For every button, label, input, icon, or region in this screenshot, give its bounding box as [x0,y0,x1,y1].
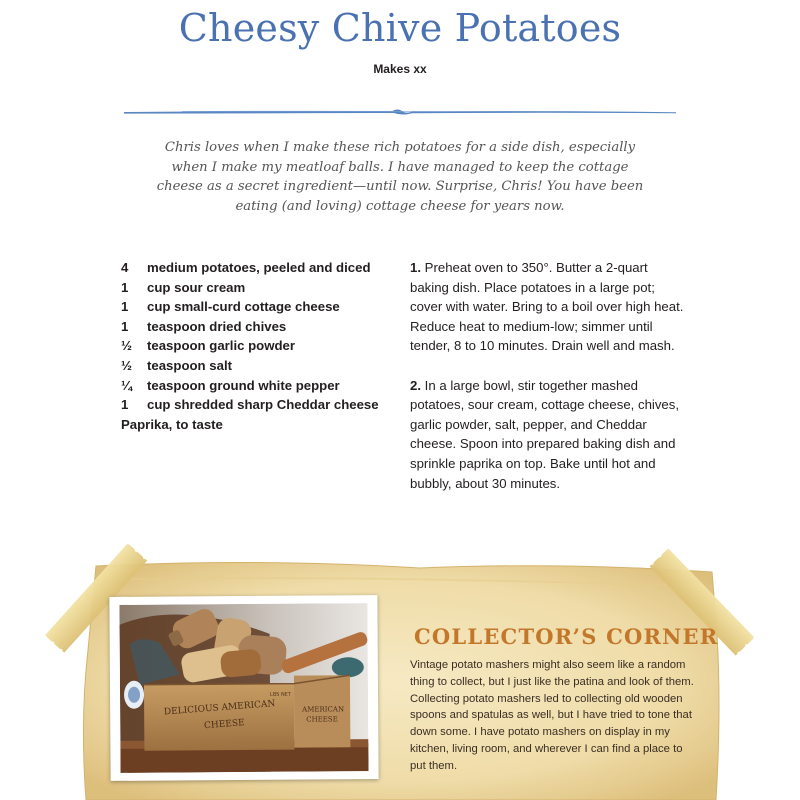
cheese-box-net: LBS NET [270,691,291,698]
ingredient-list [121,258,391,434]
cheese-box-label-2: CHEESE [203,718,246,732]
ingredient-item [121,376,391,396]
collectors-corner-text: Vintage potato mashers might also seem like a random thing to collect, but I just like the patina and look of them. Collecting potato mashers led to collecting old wooden spoons and spatulas as well, but I have tried to tone that down some. I have potato mashers on display in my kitchen, living room, and wherever I can find a place to put them. [410,659,694,772]
cheese-box-side-1: AMERICAN [302,705,345,714]
ingredient-item [121,395,391,415]
ingredient-qty: 1 [121,299,129,315]
collectors-corner-heading: COLLECTOR’S CORNER [414,624,719,649]
ingredient-qty: ½ [121,357,132,373]
step-number: 2. [410,377,421,393]
ingredient-qty: 1 [121,279,129,295]
ingredient-name: teaspoon dried chives [147,318,287,334]
step-text: In a large bowl, stir together mashed potatoes, sour cream, cottage cheese, chives, garlic powder, salt, pepper, and Cheddar cheese. Spoon into prepared baking dish and sprinkle paprika on top. Bake until hot and bubbly, about 30 minutes. [410,377,680,491]
cheese-box-side-2: CHEESE [306,715,338,724]
recipe-steps [410,258,685,513]
ingredient-qty: 4 [121,260,129,275]
ingredient-name: Paprika, to taste [121,416,223,432]
cheese-box-label-1: DELICIOUS AMERICAN [163,699,276,718]
ingredient-name: cup small-curd cottage cheese [147,299,340,315]
ingredient-name: cup shredded sharp Cheddar cheese [147,397,379,413]
recipe-title: Cheesy Chive Potatoes [178,6,622,50]
ingredient-item [121,356,391,376]
potato-masher-photo [109,595,378,781]
recipe-intro: Chris loves when I make these rich potatoes for a side dish, especially when I make my meatloaf balls. I have managed to keep the cottage cheese as a secret ingredient—until now. Surprise, Chris! You have been eating (and loving) cottage cheese for years now. [156,140,644,215]
step-text: Preheat oven to 350°. Butter a 2-quart baking dish. Place potatoes in a large pot; cover with water. Bring to a boil over high heat. Reduce heat to medium-low; simmer until tender, 8 to 10 minutes. Drain well and mash. [410,260,684,354]
step-2 [410,376,685,494]
ingredient-qty: ¼ [121,377,132,393]
step-1 [410,258,685,356]
ingredient-item [121,336,391,356]
ingredient-name: cup sour cream [147,279,246,295]
ingredient-qty: 1 [121,397,129,413]
ingredient-name: teaspoon garlic powder [147,338,296,354]
step-number: 1. [410,260,421,275]
ingredient-item [121,415,391,435]
ingredient-item [121,297,391,317]
potato-masher-image [119,603,368,773]
ingredient-name: teaspoon ground white pepper [147,377,340,393]
brushstroke-divider [122,104,678,120]
ingredient-qty: 1 [121,318,129,334]
ingredient-item [121,317,391,337]
ingredient-name: medium potatoes, peeled and diced [147,260,371,275]
ingredient-name: teaspoon salt [147,357,233,373]
recipe-yield: Makes xx [373,62,427,76]
ingredient-qty: ½ [121,338,132,354]
ingredient-item [121,258,391,278]
ingredient-item [121,278,391,298]
